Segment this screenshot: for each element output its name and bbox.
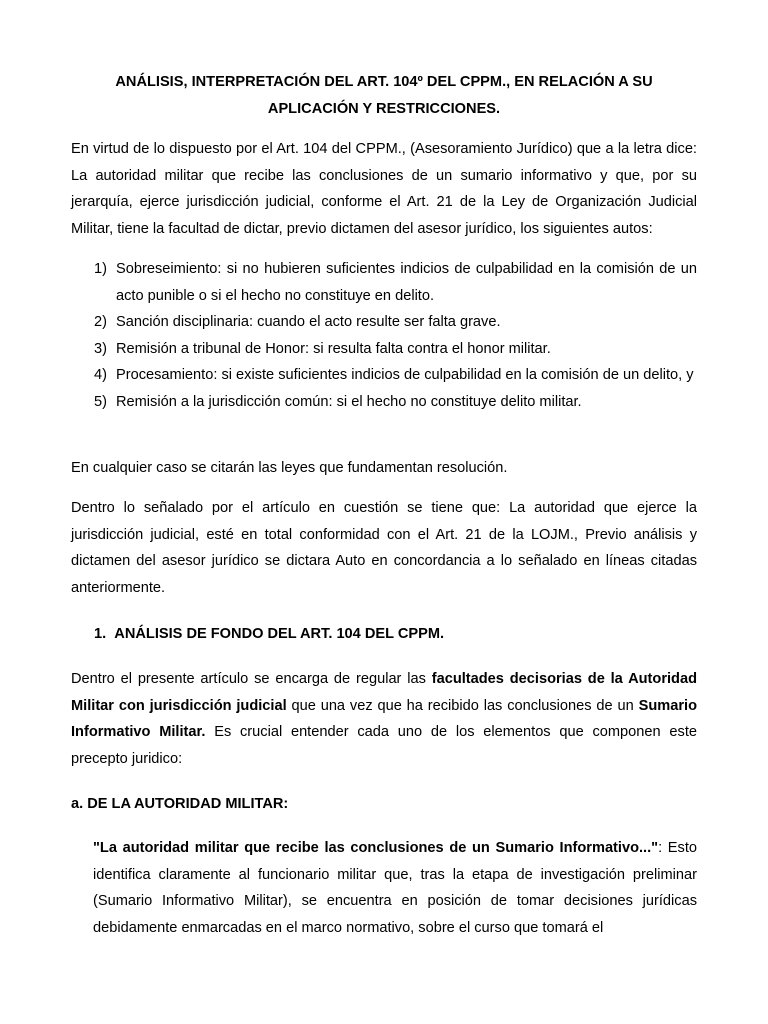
fondo-bold-2: Sumario Informativo Militar. — [71, 697, 697, 740]
list-number: 2) — [94, 314, 107, 330]
fondo-text-3: Es crucial entender cada uno de los elementos que componen este precepto juridico: — [71, 724, 697, 767]
section-title: ANÁLISIS DE FONDO DEL ART. 104 DEL CPPM. — [114, 626, 445, 642]
fondo-text-1: Dentro el presente artículo se encarga de regular las — [71, 671, 432, 687]
list-item — [71, 256, 697, 309]
list-text: Sobreseimiento: si no hubieren suficientes indicios de culpabilidad en la comisión de un acto punible o si el hecho no constituye en delito. — [116, 261, 697, 304]
list-text: Procesamiento: si existe suficientes indicios de culpabilidad en la comisión de un delito, y — [116, 367, 694, 383]
cualquier-paragraph: En cualquier caso se citarán las leyes que fundamentan resolución. — [71, 460, 508, 476]
list-item — [71, 336, 697, 363]
fondo-text-2: que una vez que ha recibido las conclusiones de un — [286, 697, 639, 714]
list-text: Remisión a la jurisdicción común: si el hecho no constituye delito militar. — [116, 393, 582, 410]
fondo-bold-1: facultades decisorias de la Autoridad Militar con jurisdicción judicial — [71, 671, 697, 714]
list-number: 4) — [94, 367, 107, 383]
list-text: Sanción disciplinaria: cuando el acto resulte ser falta grave. — [116, 314, 501, 330]
section-heading-a: a. DE LA AUTORIDAD MILITAR: — [71, 796, 289, 812]
list-number: 5) — [94, 393, 107, 410]
section-heading-1 — [94, 621, 444, 648]
list-number: 1) — [94, 261, 107, 277]
list-number: 3) — [94, 340, 107, 357]
quote-bold: "La autoridad militar que recibe las conclusiones de un Sumario Informativo..." — [93, 840, 659, 856]
dentro-paragraph: Dentro lo señalado por el artículo en cuestión se tiene que: La autoridad que ejerce la jurisdicción judicial, esté en total conformidad con el Art. 21 de la LOJM., Previo análisis y dictamen del asesor jurídico se dictara Auto en concordancia a lo señalado en líneas citadas anteriormente. — [71, 500, 697, 596]
intro-paragraph: En virtud de lo dispuesto por el Art. 104 del CPPM., (Asesoramiento Jurídico) que a la letra dice: La autoridad militar que recibe las conclusiones de un sumario informativo y que, por su jerarquía, ejerce jurisdicción judicial, conforme el Art. 21 de la Ley de Organización Judicial Militar, tiene la facultad de dictar, previo dictamen del asesor jurídico, los siguientes autos: — [71, 141, 697, 237]
quote-paragraph — [93, 835, 697, 941]
fondo-paragraph — [71, 666, 697, 772]
quote-text: : Esto identifica claramente al funcionario militar que, tras la etapa de investigación preliminar (Sumario Informativo Militar), se encuentra en posición de tomar decisiones jurídicas debidamente enmarcadas en el marco normativo, sobre el curso que tomará el — [93, 840, 698, 936]
list-item — [71, 309, 697, 336]
autos-list — [71, 256, 697, 415]
section-number: 1. — [94, 626, 107, 642]
list-text: Remisión a tribunal de Honor: si resulta falta contra el honor militar. — [116, 340, 551, 357]
list-item — [71, 362, 697, 389]
document-title: ANÁLISIS, INTERPRETACIÓN DEL ART. 104º DEL CPPM., EN RELACIÓN A SU APLICACIÓN Y RESTRICCIONES. — [115, 74, 653, 117]
list-item — [71, 389, 697, 416]
